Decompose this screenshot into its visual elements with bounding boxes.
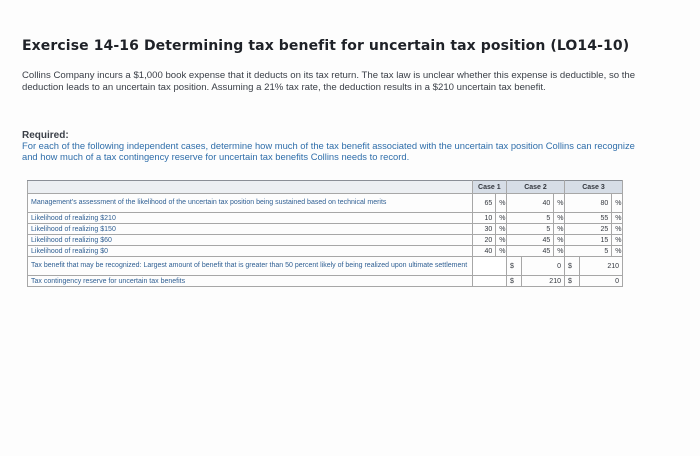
percent-unit: % bbox=[496, 246, 507, 257]
percent-unit: % bbox=[554, 194, 565, 213]
case2-answer-input[interactable]: 210 bbox=[522, 276, 565, 287]
case1-value: 65 bbox=[472, 194, 496, 213]
table-row bbox=[28, 276, 623, 287]
row-label: Likelihood of realizing $60 bbox=[28, 235, 473, 246]
case2-value: 5 bbox=[507, 213, 554, 224]
percent-unit: % bbox=[612, 246, 623, 257]
percent-unit: % bbox=[554, 235, 565, 246]
currency-symbol: $ bbox=[507, 276, 522, 287]
percent-unit: % bbox=[554, 246, 565, 257]
case3-answer-input[interactable]: 0 bbox=[580, 276, 623, 287]
table-row bbox=[28, 194, 623, 213]
case2-value: 40 bbox=[507, 194, 554, 213]
case1-answer-input[interactable] bbox=[472, 257, 506, 276]
case1-answer-input[interactable] bbox=[472, 276, 506, 287]
required-heading: Required: bbox=[22, 130, 69, 141]
currency-symbol: $ bbox=[564, 276, 579, 287]
table-row bbox=[28, 224, 623, 235]
row-label: Likelihood of realizing $210 bbox=[28, 213, 473, 224]
percent-unit: % bbox=[496, 194, 507, 213]
header-case-3: Case 3 bbox=[564, 181, 622, 194]
percent-unit: % bbox=[554, 224, 565, 235]
percent-unit: % bbox=[612, 224, 623, 235]
case3-value: 5 bbox=[564, 246, 611, 257]
tax-benefit-table bbox=[27, 180, 623, 287]
percent-unit: % bbox=[496, 224, 507, 235]
case3-value: 25 bbox=[564, 224, 611, 235]
header-blank bbox=[28, 181, 473, 194]
row-label: Likelihood of realizing $0 bbox=[28, 246, 473, 257]
percent-unit: % bbox=[612, 235, 623, 246]
table-row bbox=[28, 257, 623, 276]
case2-value: 45 bbox=[507, 246, 554, 257]
case1-value: 40 bbox=[472, 246, 496, 257]
percent-unit: % bbox=[612, 213, 623, 224]
table-row bbox=[28, 235, 623, 246]
percent-unit: % bbox=[554, 213, 565, 224]
case2-value: 5 bbox=[507, 224, 554, 235]
table-row bbox=[28, 246, 623, 257]
table-row bbox=[28, 213, 623, 224]
row-label: Management's assessment of the likelihood of the uncertain tax position being sustained based on technical merits bbox=[28, 194, 473, 213]
currency-symbol: $ bbox=[564, 257, 579, 276]
page-title: Exercise 14-16 Determining tax benefit for uncertain tax position (LO14-10) bbox=[22, 38, 630, 54]
case3-value: 55 bbox=[564, 213, 611, 224]
case1-value: 10 bbox=[472, 213, 496, 224]
currency-symbol: $ bbox=[507, 257, 522, 276]
row-label: Likelihood of realizing $150 bbox=[28, 224, 473, 235]
required-instructions: For each of the following independent cases, determine how much of the tax benefit associated with the uncertain tax position Collins can recognize and how much of a tax contingency reserve for uncertain tax benefits Collins needs to record. bbox=[22, 140, 635, 163]
percent-unit: % bbox=[612, 194, 623, 213]
case1-value: 20 bbox=[472, 235, 496, 246]
header-case-1: Case 1 bbox=[472, 181, 506, 194]
case2-answer-input[interactable]: 0 bbox=[522, 257, 565, 276]
case3-answer-input[interactable]: 210 bbox=[580, 257, 623, 276]
case2-value: 45 bbox=[507, 235, 554, 246]
case3-value: 80 bbox=[564, 194, 611, 213]
case1-value: 30 bbox=[472, 224, 496, 235]
row-label: Tax benefit that may be recognized: Largest amount of benefit that is greater than 50 percent likely of being realized upon ultimate settlement bbox=[28, 257, 473, 276]
header-case-2: Case 2 bbox=[507, 181, 565, 194]
case3-value: 15 bbox=[564, 235, 611, 246]
row-label: Tax contingency reserve for uncertain tax benefits bbox=[28, 276, 473, 287]
percent-unit: % bbox=[496, 213, 507, 224]
problem-description: Collins Company incurs a $1,000 book expense that it deducts on its tax return. The tax law is unclear whether this expense is deductible, so the deduction leads to an uncertain tax position. Assuming a 21% tax rate, the deduction results in a $210 uncertain tax benefit. bbox=[22, 70, 636, 93]
percent-unit: % bbox=[496, 235, 507, 246]
